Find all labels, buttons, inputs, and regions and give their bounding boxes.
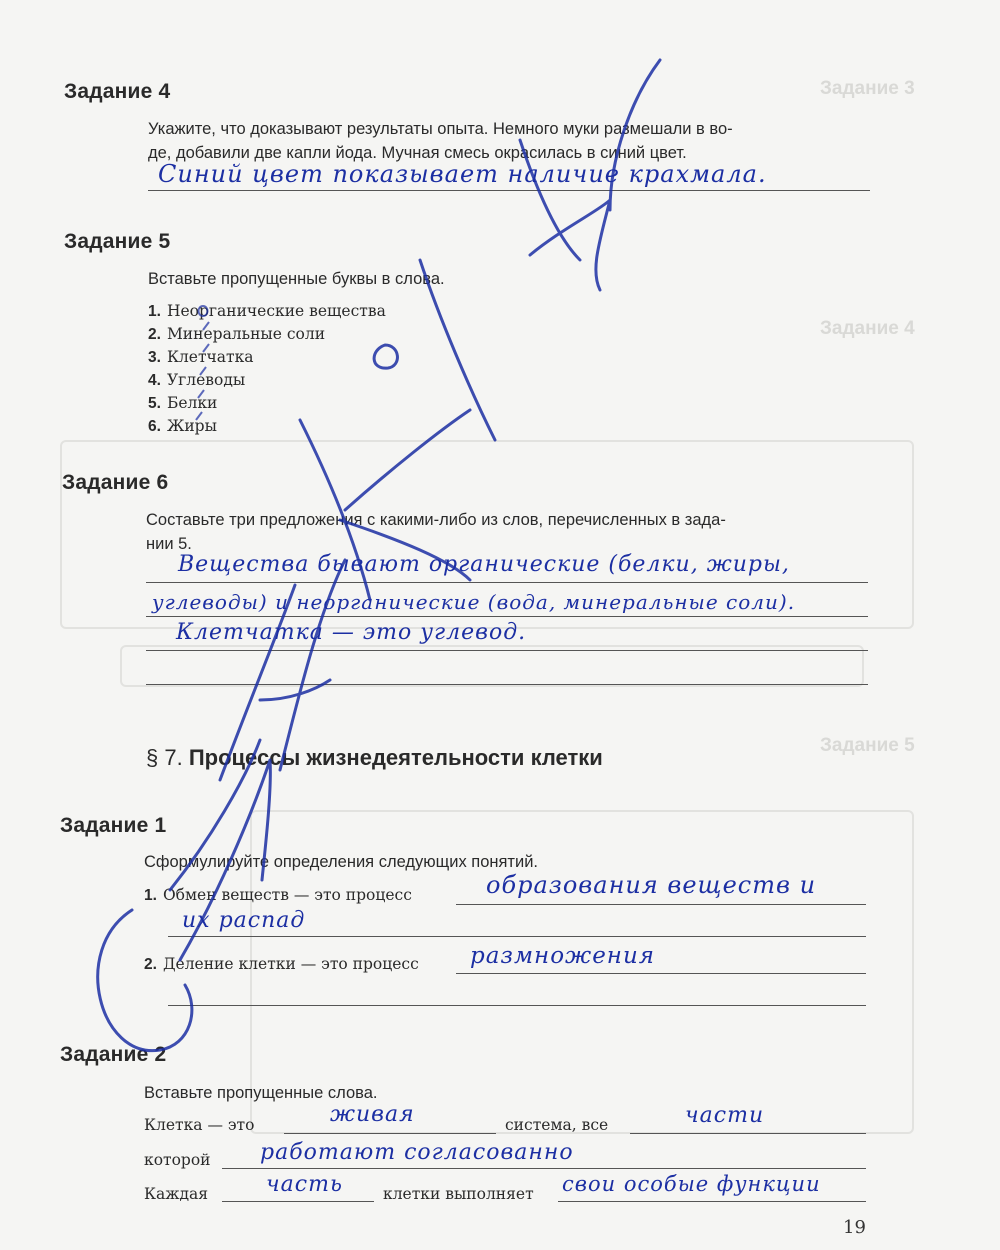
s7-task-2-blank-1 [284,1133,496,1134]
task-5-item [148,302,386,321]
task-5-item-number: 6. [148,418,161,435]
task-5-item-text: Жиры [166,417,217,435]
task-4-prompt-line-2: де, добавили две капли йода. Мучная смесь окрасилась в синий цвет. [148,144,687,162]
s7-task-1-q2-line-2 [168,1005,866,1006]
task-5-item-number: 4. [148,372,161,389]
s7-task-1-q1-answer-b: их распад [182,908,306,933]
section-title-text: Процессы жизнедеятельности клетки [188,745,603,770]
bleed-heading-2: Задание 4 [820,318,915,339]
task-5-item [148,348,254,367]
s7-task-1-q2-text: Деление клетки — это процесс [162,955,419,973]
task-5-heading: Задание 5 [64,230,171,253]
task-5-item [148,394,217,413]
s7-task-2-line-2-start: которой [144,1151,211,1169]
s7-task-1-q2 [144,955,419,974]
s7-task-1-q2-number: 2. [144,956,157,973]
task-5-item-number: 1. [148,303,161,320]
task-5-item-number: 2. [148,326,161,343]
s7-task-1-q1-number: 1. [144,887,157,904]
s7-task-2-answer-1: живая [330,1102,415,1127]
s7-task-2-answer-5: свои особые функции [562,1172,821,1196]
task-5-item-text: Белки [166,394,218,412]
task-5-item-number: 3. [148,349,161,366]
s7-task-1-prompt: Сформулируйте определения следующих понятий. [144,853,539,871]
task-5-item [148,325,325,344]
task-6-answer-line-3: Клетчатка — это углевод. [176,620,527,645]
section-title [146,745,603,771]
task-5-item-text: Клетчатка [166,348,254,366]
task-5-item-text: Минеральные соли [166,325,326,343]
s7-task-1-heading: Задание 1 [60,814,167,837]
s7-task-2-answer-3: работают согласованно [260,1140,574,1165]
task-5-item [148,371,245,390]
s7-task-1-q1-text: Обмен веществ — это процесс [162,886,412,904]
s7-task-1-q1 [144,886,412,905]
task-6-prompt-line-1: Составьте три предложения с какими-либо из слов, перечисленных в зада- [146,511,726,529]
section-mark: § 7. [146,745,183,770]
task-4-answer: Синий цвет показывает наличие крахмала. [158,160,767,188]
task-6-heading: Задание 6 [62,471,169,494]
task-5-item-number: 5. [148,395,161,412]
task-6-answer-line-1: Вещества бывают органические (белки, жиры, [178,552,790,577]
s7-task-2-line-1-mid: система, все [505,1116,609,1134]
s7-task-1-q1-answer-a: образования веществ и [486,871,817,899]
task-6-ruled-line-4 [146,684,868,685]
task-4-heading: Задание 4 [64,80,171,103]
bleed-heading-3: Задание 5 [820,735,915,756]
task-6-answer-line-2: углеводы) и неорганические (вода, минеральные соли). [152,590,796,614]
task-4-prompt-line-1: Укажите, что доказывают результаты опыта. Немного муки размешали в во- [148,120,733,138]
task-6-ruled-line-3 [146,650,868,651]
s7-task-2-blank-3 [222,1168,866,1169]
s7-task-1-q2-answer: размножения [470,943,655,969]
page-number: 19 [843,1217,866,1238]
s7-task-1-q1-line-2 [168,936,866,937]
s7-task-2-answer-4: часть [266,1172,343,1197]
s7-task-1-q2-line [456,973,866,974]
s7-task-1-q1-line [456,904,866,905]
s7-task-2-prompt: Вставьте пропущенные слова. [144,1084,378,1102]
scribble-c-stroke [98,910,192,1051]
s7-task-2-blank-5 [558,1201,866,1202]
s7-task-2-answer-2: части [685,1103,765,1128]
s7-task-2-line-3-start: Каждая [144,1185,209,1203]
task-4-answer-line [148,190,870,191]
s7-task-2-blank-2 [630,1133,866,1134]
scribble-o-stroke [374,345,397,368]
bleed-figure-box-2 [120,645,864,687]
task-5-item-text: Углеводы [166,371,246,389]
task-6-ruled-line-2 [146,616,868,617]
s7-task-2-blank-4 [222,1201,374,1202]
s7-task-2-line-3-mid: клетки выполняет [383,1185,534,1203]
task-5-item-text: Неорганические вещества [166,302,386,320]
bleed-heading-1: Задание 3 [820,78,915,99]
task-5-item [148,417,217,436]
task-5-prompt: Вставьте пропущенные буквы в слова. [148,270,445,288]
task-6-prompt-line-2: нии 5. [146,535,192,553]
s7-task-2-line-1-start: Клетка — это [144,1116,255,1134]
task-6-ruled-line-1 [146,582,868,583]
s7-task-2-heading: Задание 2 [60,1043,167,1066]
